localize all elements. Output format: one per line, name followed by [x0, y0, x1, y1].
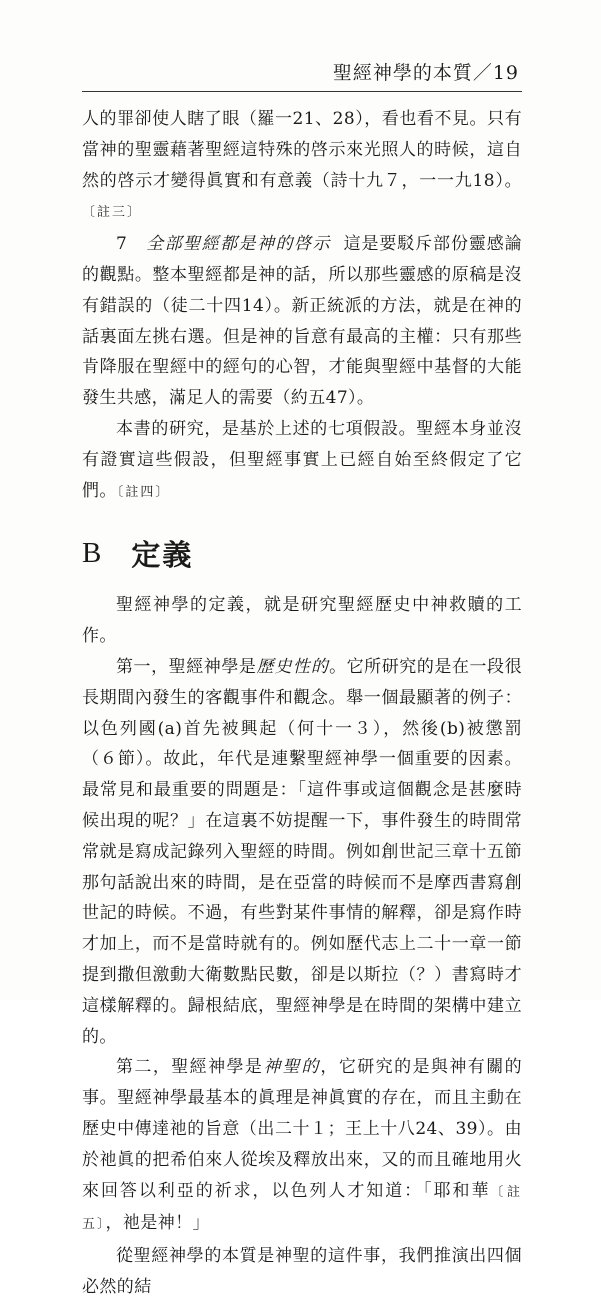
assumption-number: 7: [116, 234, 128, 255]
paragraph-text: 從聖經神學的本質是神聖的這件事，我們推演出四個必然的結: [82, 1246, 522, 1297]
footnote-ref-5: 〔註五〕: [82, 1184, 522, 1233]
section-title: 定義: [131, 537, 194, 572]
divine-paragraph: [82, 1052, 522, 1241]
paragraph-text: 這是要駁斥部份靈感論的觀點。整本聖經都是神的話，所以那些靈感的原稿是沒有錯誤的（徒二十四14）。新正統派的方法，就是在神的話裏面左挑右選。但是神的旨意有最高的主權：只有那些肯降服在聖經中的經句的心智，才能與聖經中基督的大能發生共感，滿足人的需要（約五47）。: [82, 234, 523, 409]
paragraph-text: 本書的硏究，是基於上述的七項假設。聖經本身並沒有證實這些假設，但聖經事實上已經自始至終假定了它們。: [82, 418, 522, 501]
assumption-7-paragraph: [82, 229, 522, 414]
summary-paragraph: [82, 414, 522, 508]
assumption-title: 全部聖經都是神的啓示: [146, 234, 332, 255]
paragraph-text: 聖經神學的定義，就是研究聖經歷史中神救贖的工作。: [82, 595, 522, 647]
section-heading: [82, 522, 522, 584]
header-rule: [82, 91, 522, 92]
footnote-ref-4: 〔註四〕: [116, 484, 171, 500]
page-body: [82, 104, 522, 1303]
consequence-paragraph: [82, 1241, 522, 1303]
emphasis-divine: 神聖的: [263, 1057, 321, 1078]
historical-paragraph: [82, 652, 522, 1052]
paragraph-tail: ，祂是神！」: [105, 1213, 210, 1234]
running-header: 聖經神學的本質／19: [332, 62, 519, 84]
paragraph-text: 人的罪卻使人瞎了眼（羅一21、28），看也看不見。只有當神的聖靈藉著聖經這特殊的啓示來光照人的時候，這自然的啓示才變得眞實和有意義（詩十九７，一一九18）。: [82, 109, 522, 191]
paragraph-text: ，它研究的是與神有關的事。聖經神學最基本的眞理是神眞實的存在，而且主動在歷史中傳達祂的旨意（出二十１；王上十八24、39）。由於祂眞的把希伯來人從埃及釋放出來，又的而且確地用火來回答以利亞的祈求，以色列人才知道：「耶和華: [82, 1057, 523, 1201]
paragraph-lead: 第一，聖經神學是: [116, 656, 257, 677]
emphasis-historical: 歷史性的: [256, 656, 330, 677]
paragraph-lead: 第二，聖經神學是: [116, 1057, 264, 1078]
definition-paragraph: [82, 590, 522, 652]
footnote-ref-3: 〔註三〕: [82, 205, 143, 221]
section-letter: B: [82, 536, 102, 569]
paragraph-text: 。它所研究的是在一段很長期間內發生的客觀事件和觀念。舉一個最顯著的例子：以色列國(a)首先被興起（何十一３），然後(b)被懲罰（６節）。故此，年代是連繫聖經神學一個重要的因素。最常見和最重要的問題是：「這件事或這個觀念是甚麼時候出現的呢？」在這裏不妨提醒一下，事件發生的時間常常就是寫成記錄列入聖經的時間。例如創世記三章十五節那句話說出來的時間，是在亞當的時候而不是摩西書寫創世記的時候。不過，有些對某件事情的解釋，卻是寫作時才加上，而不是當時就有的。例如歷代志上二十一章一節提到撒但激動大衛數點民數，卻是以斯拉（？）書寫時才這樣解釋的。歸根結底，聖經神學是在時間的架構中建立的。: [82, 656, 523, 1047]
paragraph-a-continued: [82, 104, 522, 229]
